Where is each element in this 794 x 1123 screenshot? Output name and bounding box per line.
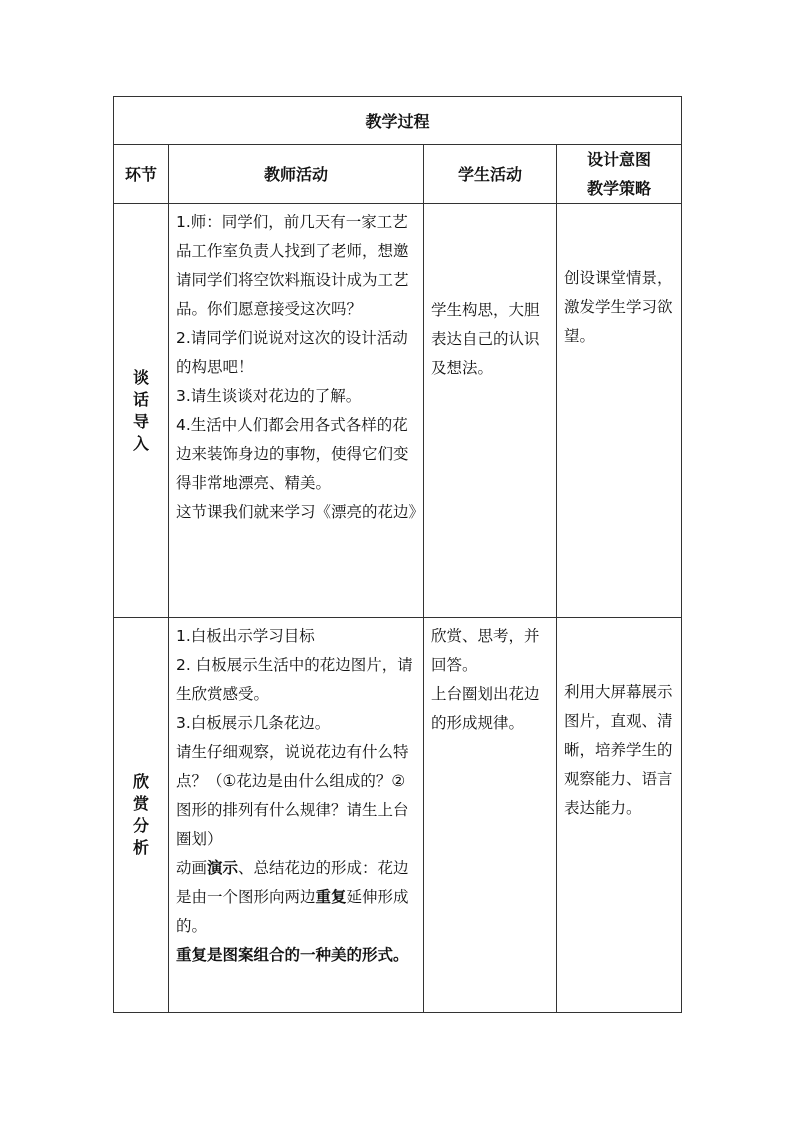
header-stage: 环节	[114, 145, 169, 204]
teacher-item: 1.白板出示学习目标	[176, 627, 315, 645]
teacher-activity-cell	[169, 618, 424, 1013]
table-title: 教学过程	[114, 97, 682, 145]
stage-char: 析	[132, 838, 149, 857]
design-intent-cell	[557, 618, 682, 1013]
student-activity-cell	[424, 618, 557, 1013]
stage-char: 分	[132, 816, 149, 835]
stage-char: 欣	[132, 772, 149, 791]
student-activity-cell	[424, 204, 557, 618]
stage-cell	[114, 204, 169, 618]
stage-char: 入	[132, 433, 149, 453]
teacher-item-bold: 重复是图案组合的一种美的形式。	[176, 946, 409, 964]
header-student-activity: 学生活动	[424, 145, 557, 204]
teacher-item: 3.请生谈谈对花边的了解。	[176, 387, 362, 405]
header-design-intent	[557, 145, 682, 204]
teacher-item: 3.白板展示几条花边。	[176, 714, 331, 732]
header-teacher-activity: 教师活动	[169, 145, 424, 204]
teacher-item: 2.请同学们说说对这次的设计活动的构思吧！	[176, 329, 408, 376]
teacher-item: 4.生活中人们都会用各式各样的花边来装饰身边的事物，使得它们变得非常地漂亮、精美。	[176, 416, 409, 492]
teacher-activity-cell	[169, 204, 424, 618]
teacher-item: 1.师：同学们，前几天有一家工艺品工作室负责人找到了老师，想邀请同学们将空饮料瓶设计成为工艺品。你们愿意接受这次吗？	[176, 213, 409, 318]
table-row	[114, 618, 682, 1013]
design-item: 创设课堂情景，激发学生学习欲望。	[564, 269, 673, 345]
stage-char: 赏	[132, 794, 149, 813]
header-design-line1: 设计意图	[587, 150, 652, 169]
teacher-item: 这节课我们就来学习《漂亮的花边》	[176, 503, 425, 521]
design-item: 利用大屏幕展示图片，直观、清晰，培养学生的观察能力、语言表达能力。	[564, 683, 673, 817]
teacher-item: 请生仔细观察，说说花边有什么特点？（①花边是由什么组成的？②图形的排列有什么规律？请生上台圈划）	[176, 743, 409, 848]
design-intent-cell	[557, 204, 682, 618]
student-item: 欣赏、思考，并回答。	[431, 627, 540, 674]
stage-char: 话	[132, 389, 149, 409]
table-row	[114, 204, 682, 618]
student-item: 学生构思，大胆表达自己的认识及想法。	[431, 301, 540, 377]
teaching-process-table	[113, 96, 682, 1013]
student-item: 上台圈划出花边的形成规律。	[431, 685, 540, 732]
teacher-item: 2. 白板展示生活中的花边图片，请生欣赏感受。	[176, 656, 413, 703]
header-design-line2: 教学策略	[587, 179, 652, 198]
stage-char: 谈	[132, 367, 149, 387]
stage-char: 导	[132, 411, 149, 431]
stage-cell	[114, 618, 169, 1013]
teacher-item: 动画演示、总结花边的形成：花边是由一个图形向两边重复延伸形成的。	[176, 859, 409, 935]
